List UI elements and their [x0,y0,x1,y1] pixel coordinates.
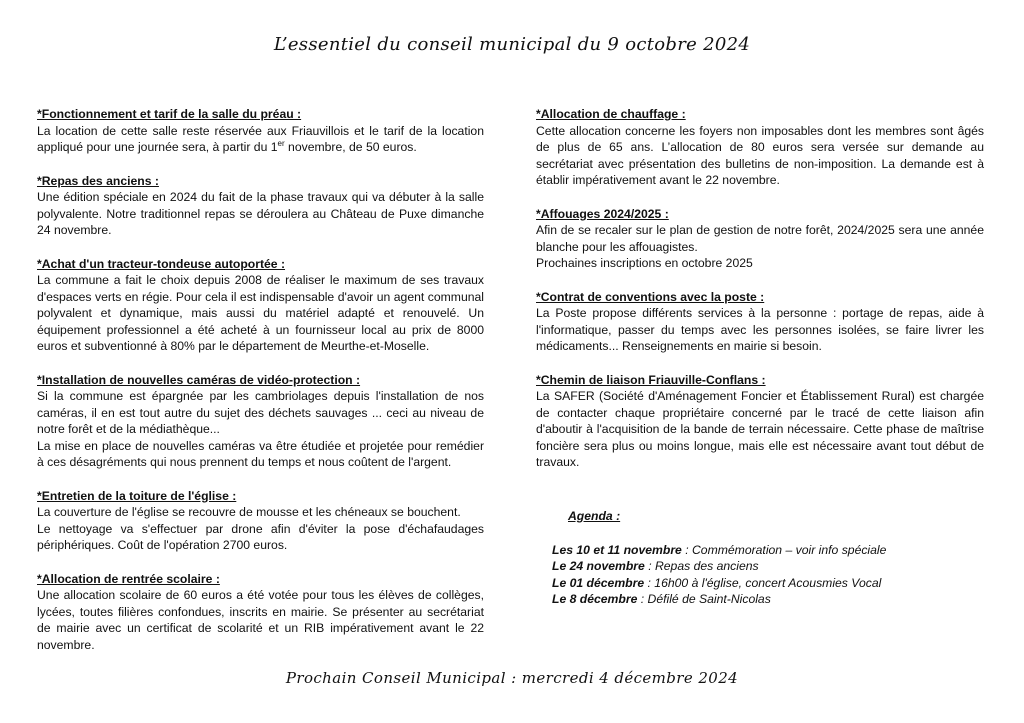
paragraph: Une édition spéciale en 2024 du fait de la phase travaux qui va débuter à la salle polyvalente. Notre traditionnel repas se déroulera au Château de Puxe dimanche 24 novembre. [37,190,484,237]
section-chemin-liaison [536,372,984,471]
paragraph: Une allocation scolaire de 60 euros a été votée pour tous les élèves de collèges, lycées, toutes filières confondues, inscrits en mairie. Se présenter au secrétariat de mairie avec un certificat de scolarité et un RIB impérativement avant le 22 novembre. [37,588,484,652]
paragraph: La mise en place de nouvelles caméras va être étudiée et projetée pour remédier à ces désagréments qui nous prennent du temps et nous coûtent de l'argent. [37,438,484,469]
section-title: *Chemin de liaison Friauville-Conflans : [536,372,766,387]
section-title: *Repas des anciens : [37,173,159,188]
agenda [552,508,992,608]
section-contrat-poste [536,289,984,355]
section-body [37,123,484,156]
superscript: er [277,138,285,148]
section-title: *Allocation de chauffage : [536,107,686,121]
agenda-text: : Défilé de Saint-Nicolas [637,592,771,607]
agenda-date: Les 10 et 11 novembre [552,542,682,557]
paragraph: Cette allocation concerne les foyers non imposables dont les membres sont âgés de plus de 65 ans. L’allocation de 80 euros sera versée sur demande au secrétariat avec présentation des bulletins de non-imposition. La demande est à établir impérativement avant le 22 novembre. [536,123,984,187]
paragraph: Afin de se recaler sur le plan de gestion de notre forêt, 2024/2025 sera une année blanche pour les affouagistes. [536,223,984,254]
section-title: *Entretien de la toiture de l'église : [37,488,237,503]
agenda-date: Le 8 décembre [552,592,638,607]
section-tracteur-tondeuse [37,256,484,355]
section-affouages [536,206,984,272]
section-toiture-eglise [37,488,484,554]
paragraph: La commune a fait le choix depuis 2008 de réaliser le maximum de ses travaux d'espaces verts en régie. Pour cela il est indispensable d'avoir un agent communal polyvalent et dynamique, mais aussi du matériel adapté et renouvelé. Un équipement professionnel a été acheté à un fournisseur local au prix de 8000 euros et subventionné à 80% par le département de Meurthe-et-Moselle. [37,273,484,353]
section-title: *Installation de nouvelles caméras de vidéo-protection : [37,372,361,387]
section-body [37,189,484,239]
paragraph: Prochaines inscriptions en octobre 2025 [536,256,753,270]
paragraph: Le nettoyage va s'effectuer par drone afin d'éviter la pose d'échafaudages périphériques. Coût de l'opération 2700 euros. [37,521,484,552]
section-allocation-chauffage [536,106,984,189]
section-body [536,388,984,471]
paragraph: La couverture de l'église se recouvre de mousse et les chéneaux se bouchent. [37,505,461,519]
section-body [37,272,484,355]
section-title: *Contrat de conventions avec la poste : [536,289,765,304]
agenda-text: : 16h00 à l'église, concert Acousmies Vocal [644,575,882,590]
section-body [536,222,984,272]
section-title: *Fonctionnement et tarif de la salle du préau : [37,107,302,121]
agenda-text: : Repas des anciens [644,559,759,574]
paragraph: Si la commune est épargnée par les cambriolages depuis l'installation de nos caméras, il en est tout autre du sujet des déchets sauvages ... ceci au niveau de notre forêt et de la médiathèque... [37,389,484,436]
agenda-item [552,542,992,559]
section-salle-preau [37,106,484,156]
section-rentree-scolaire [37,571,484,654]
agenda-date: Le 24 novembre [552,559,645,574]
agenda-text: : Commémoration – voir info spéciale [681,542,887,557]
section-body [37,388,484,471]
right-column [536,106,984,488]
section-title: *Affouages 2024/2025 : [536,206,669,221]
section-body [37,587,484,653]
paragraph: La location de cette salle reste réservée aux Friauvillois et le tarif de la location appliqué pour une journée sera, à partir du 1er novembre, de 50 euros. [37,123,484,154]
agenda-item [552,575,992,592]
paragraph: La Poste propose différents services à la personne : portage de repas, aide à l'informatique, passer du temps avec les personnes isolées, se faire livrer les médicaments... Renseignements en mairie si besoin. [536,306,984,353]
paragraph: La SAFER (Société d'Aménagement Foncier et Établissement Rural) est chargée de contacter chaque propriétaire concerné par le tracé de cette liaison afin d'aboutir à l'acquisition de la bande de terrain nécessaire. Cette phase de maîtrise foncière sera plus ou moins longue, mais elle est nécessaire avant tout début de travaux. [536,389,984,469]
section-title: *Allocation de rentrée scolaire : [37,571,220,586]
left-column [37,106,484,670]
agenda-title: Agenda : [568,509,621,523]
section-cameras [37,372,484,471]
section-body [536,305,984,355]
section-body [536,123,984,189]
next-council-footer: Prochain Conseil Municipal : mercredi 4 décembre 2024 [285,669,739,687]
agenda-item [552,591,992,608]
agenda-date: Le 01 décembre [552,575,645,590]
section-title: *Achat d'un tracteur-tondeuse autoportée : [37,256,286,271]
section-repas-anciens [37,173,484,239]
agenda-item [552,558,992,575]
document-title: L’essentiel du conseil municipal du 9 octobre 2024 [273,34,751,55]
section-body [37,504,484,554]
